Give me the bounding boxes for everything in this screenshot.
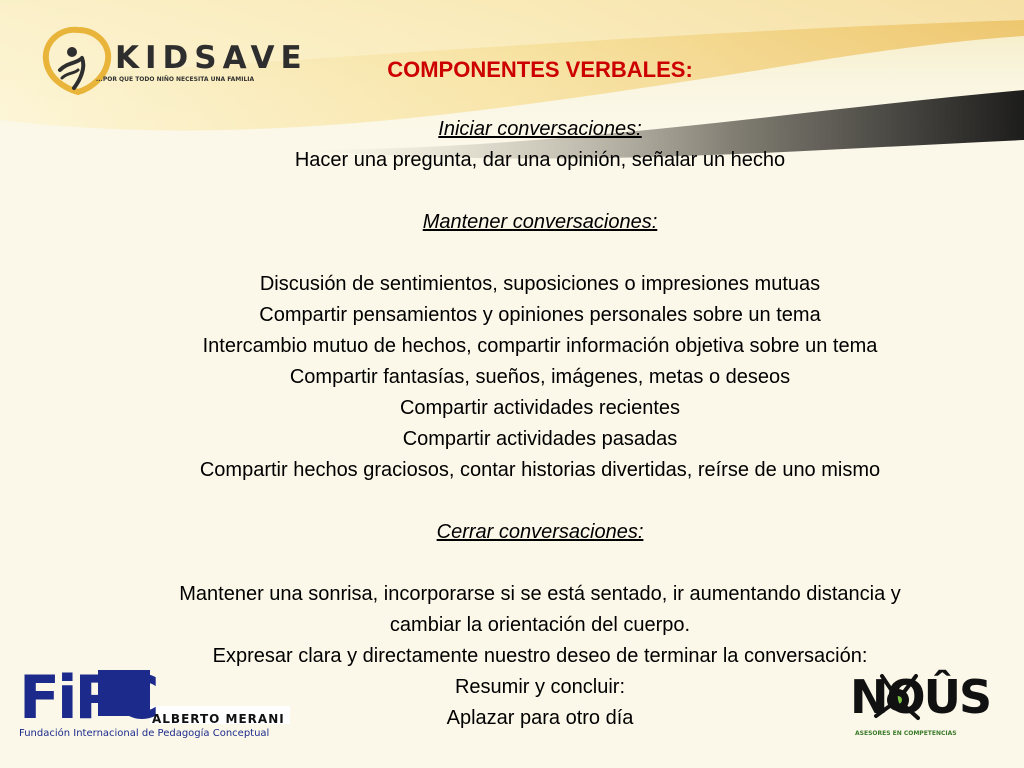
section-line: Compartir fantasías, sueños, imágenes, metas o deseos [289,366,791,388]
fipc-fullname: Fundación Internacional de Pedagogía Conceptual [19,728,270,739]
section-iniciar [40,114,1024,176]
section-heading: Cerrar conversaciones: [436,521,644,543]
section-mantener [40,207,1024,486]
section-line: Compartir actividades recientes [399,397,681,419]
section-line: Compartir pensamientos y opiniones personales sobre un tema [259,304,821,326]
section-line: Hacer una pregunta, dar una opinión, señalar un hecho [294,149,786,171]
section-line: Expresar clara y directamente nuestro deseo de terminar la conversación: [212,645,868,667]
section-line: Discusión de sentimientos, suposiciones o impresiones mutuas [259,273,821,295]
fipc-logo-text: FiPC [19,663,157,733]
fipc-subtitle: ALBERTO MERANI [152,712,285,726]
section-line: Resumir y concluir: [454,676,626,698]
section-line: Compartir hechos graciosos, contar historias divertidas, reírse de uno mismo [199,459,881,481]
nous-logo-text: NOÛS [850,670,991,724]
section-line: Mantener una sonrisa, incorporarse si se está sentado, ir aumentando distancia y [179,583,901,605]
section-line: Intercambio mutuo de hechos, compartir información objetiva sobre un tema [202,335,878,357]
section-line: Aplazar para otro día [446,707,634,729]
section-heading: Mantener conversaciones: [422,211,658,233]
section-line: cambiar la orientación del cuerpo. [389,614,691,636]
kidsave-logo-text: KIDSAVE [115,40,308,76]
nous-tagline: ASESORES EN COMPETENCIAS [855,730,957,737]
kidsave-tagline: ...POR QUE TODO NIÑO NECESITA UNA FAMILIA [96,76,255,83]
slide-content [40,56,1024,734]
slide-title: COMPONENTES VERBALES: [387,57,693,82]
section-heading: Iniciar conversaciones: [438,118,642,140]
section-line: Compartir actividades pasadas [402,428,678,450]
